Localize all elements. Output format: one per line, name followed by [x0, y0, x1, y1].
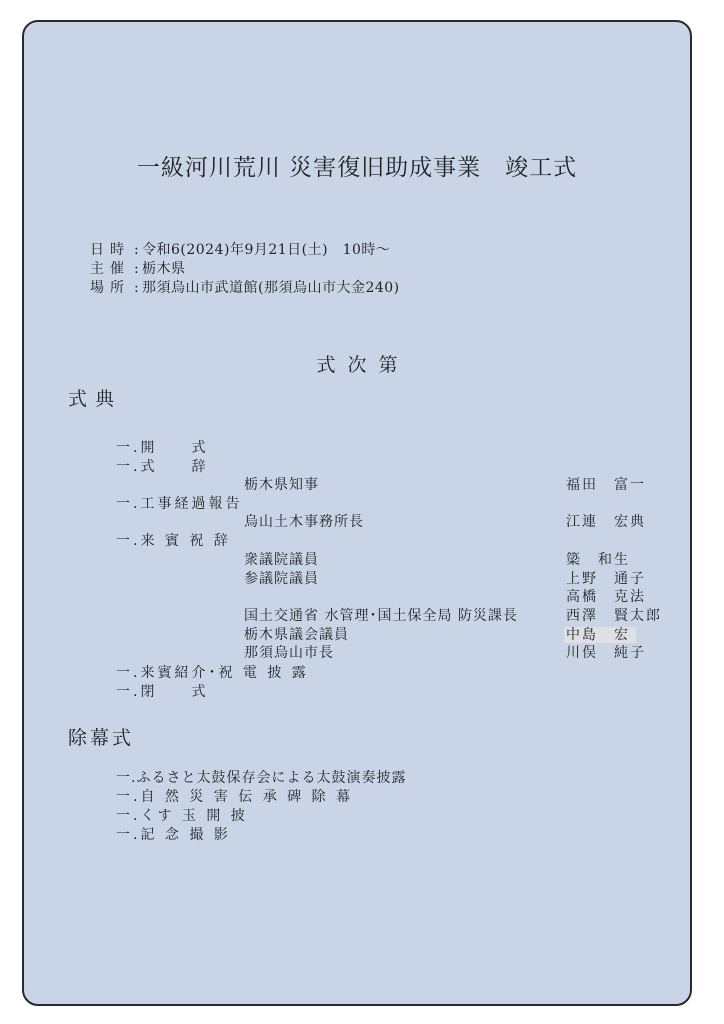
info-venue-value: 那須烏山市武道館(那須烏山市大金240) [142, 280, 400, 296]
info-venue-label: 場所 [90, 280, 130, 296]
guest-role: 栃木県議会議員 [244, 627, 349, 643]
guest-role: 参議院議員 [244, 571, 319, 587]
guest-name: 川俣 純子 [566, 645, 646, 661]
unveiling-item: 一.ふるさと太鼓保存会による太鼓演奏披露 [116, 770, 407, 786]
unveiling-heading: 除幕式 [68, 727, 135, 749]
report-name: 江連 宏典 [566, 514, 646, 530]
item-closing: 一.閉 式 [116, 684, 209, 700]
program-sheet [22, 20, 692, 1006]
ceremony-heading: 式典 [68, 388, 123, 410]
info-date-value: 令和6(2024)年9月21日(土) 10時〜 [142, 242, 391, 258]
info-date: 日時 : 令和6(2024)年9月21日(土) 10時〜 [90, 239, 390, 259]
item-guest-speeches: 一.来 賓 祝 辞 [116, 533, 231, 549]
info-date-label: 日時 [90, 242, 130, 258]
item-introductions: 一.来賓紹介･祝 電 披 露 [116, 665, 309, 681]
info-venue: 場所 : 那須烏山市武道館(那須烏山市大金240) [90, 277, 400, 297]
unveiling-item: 一.くす 玉 開 披 [116, 808, 248, 824]
highlighted-name: 中島 宏 [564, 627, 636, 643]
info-host-value: 栃木県 [142, 261, 186, 277]
address-name: 福田 富一 [566, 477, 646, 493]
address-role: 栃木県知事 [244, 477, 319, 493]
info-host-label: 主催 [90, 261, 130, 277]
unveiling-item: 一.自 然 災 害 伝 承 碑 除 幕 [116, 789, 354, 805]
info-host: 主催 : 栃木県 [90, 258, 186, 278]
guest-name: 上野 通子 [566, 571, 646, 587]
unveiling-item: 一.記 念 撮 影 [116, 827, 231, 843]
document-title: 一級河川荒川 災害復旧助成事業 竣工式 [136, 155, 578, 181]
guest-name: 簗 和生 [566, 552, 630, 568]
item-opening: 一.開 式 [116, 440, 209, 456]
report-role: 烏山土木事務所長 [244, 514, 364, 530]
guest-name: 西澤 賢太郎 [566, 608, 662, 624]
guest-name-highlighted [566, 624, 636, 644]
guest-role: 那須烏山市長 [244, 645, 334, 661]
guest-name: 高橋 克法 [566, 589, 646, 605]
item-address: 一.式 辞 [116, 459, 209, 475]
guest-role: 衆議院議員 [244, 552, 319, 568]
program-heading: 式次第 [316, 354, 410, 376]
guest-role: 国土交通省 水管理･国土保全局 防災課長 [244, 608, 518, 624]
item-report: 一.工事経過報告 [116, 496, 243, 512]
